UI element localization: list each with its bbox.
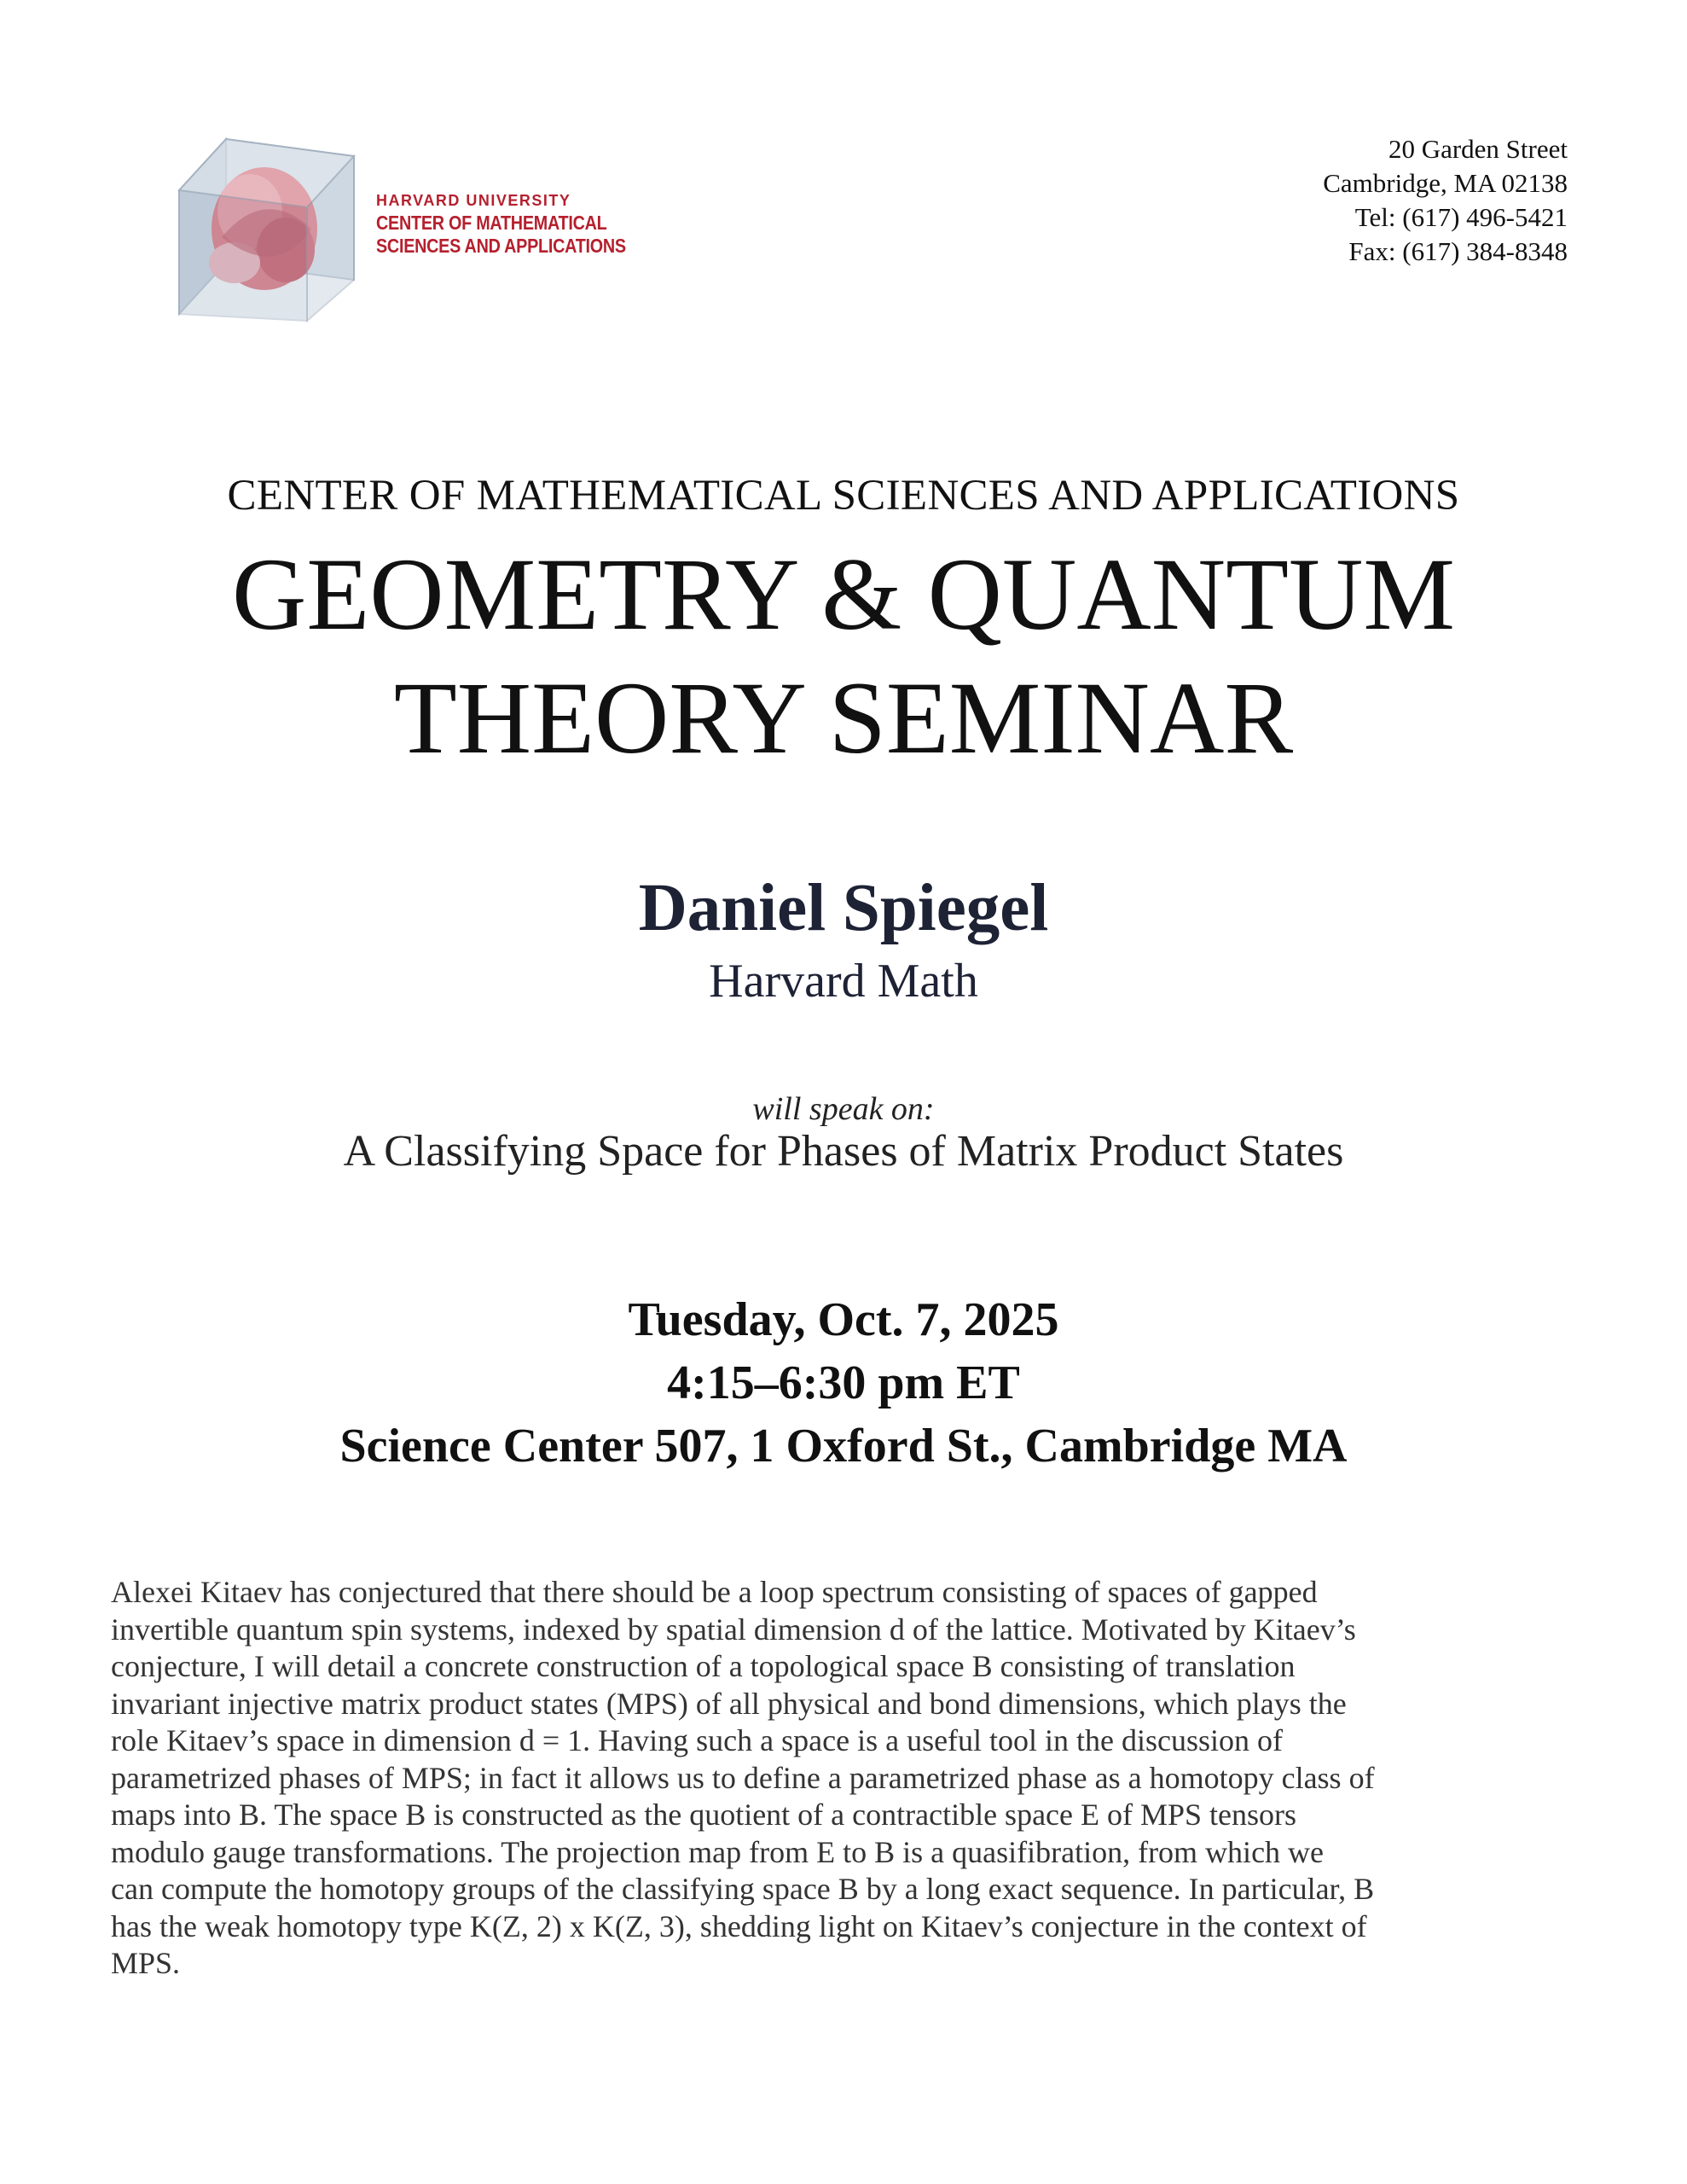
logo-wordmark [376, 193, 667, 256]
address-street: 20 Garden Street [1388, 134, 1568, 164]
logo-line-university: HARVARD UNIVERSITY [376, 192, 571, 209]
abstract-line: modulo gauge transformations. The projection map from E to B is a quasifibration, from which we [111, 1834, 1325, 1869]
talk-intro: will speak on: [752, 1091, 935, 1127]
address-block [1323, 132, 1568, 269]
abstract-line: MPS. [111, 1946, 181, 1980]
address-fax: Fax: (617) 384-8348 [1348, 236, 1568, 266]
abstract-line: parametrized phases of MPS; in fact it allows us to define a parametrized phase as a homotopy class of [111, 1760, 1375, 1795]
cmsa-logo [175, 135, 626, 322]
abstract-line: can compute the homotopy groups of the classifying space B by a long exact sequence. In particular, B [111, 1872, 1375, 1906]
cube-with-red-surface-icon [175, 135, 358, 322]
abstract-line: role Kitaev’s space in dimension d = 1. Having such a space is a useful tool in the discussion of [111, 1723, 1284, 1757]
event-details [0, 1288, 1687, 1478]
address-city: Cambridge, MA 02138 [1323, 168, 1568, 198]
abstract-line: invertible quantum spin systems, indexed by spatial dimension d of the lattice. Motivated by Kitaev’s [111, 1612, 1356, 1647]
abstract-line: invariant injective matrix product states (MPS) of all physical and bond dimensions, which plays the [111, 1686, 1347, 1721]
logo-line-sciences: SCIENCES AND APPLICATIONS [376, 235, 626, 257]
event-location: Science Center 507, 1 Oxford St., Cambridge MA [339, 1420, 1348, 1472]
event-date: Tuesday, Oct. 7, 2025 [628, 1293, 1059, 1346]
abstract-line: conjecture, I will detail a concrete construction of a topological space B consisting of translation [111, 1649, 1296, 1683]
seminar-title [0, 533, 1687, 781]
talk-title: A Classifying Space for Phases of Matrix Product States [343, 1127, 1344, 1176]
abstract-line: has the weak homotopy type K(Z, 2) x K(Z, 3), shedding light on Kitaev’s conjecture in the context of [111, 1908, 1367, 1943]
seminar-title-line-2: THEORY SEMINAR [393, 661, 1294, 775]
seminar-title-line-1: GEOMETRY & QUANTUM [231, 537, 1456, 652]
address-tel: Tel: (617) 496-5421 [1354, 202, 1568, 232]
event-time: 4:15–6:30 pm ET [667, 1356, 1020, 1409]
logo-line-center: CENTER OF MATHEMATICAL [376, 212, 607, 234]
speaker-affiliation: Harvard Math [709, 955, 978, 1008]
center-name-heading: CENTER OF MATHEMATICAL SCIENCES AND APPLICATIONS [227, 472, 1460, 520]
abstract [111, 1574, 1586, 1983]
abstract-line: Alexei Kitaev has conjectured that there should be a loop spectrum consisting of spaces of gapped [111, 1575, 1318, 1609]
speaker-name: Daniel Spiegel [638, 871, 1049, 945]
abstract-line: maps into B. The space B is constructed as the quotient of a contractible space E of MPS tensors [111, 1798, 1297, 1832]
